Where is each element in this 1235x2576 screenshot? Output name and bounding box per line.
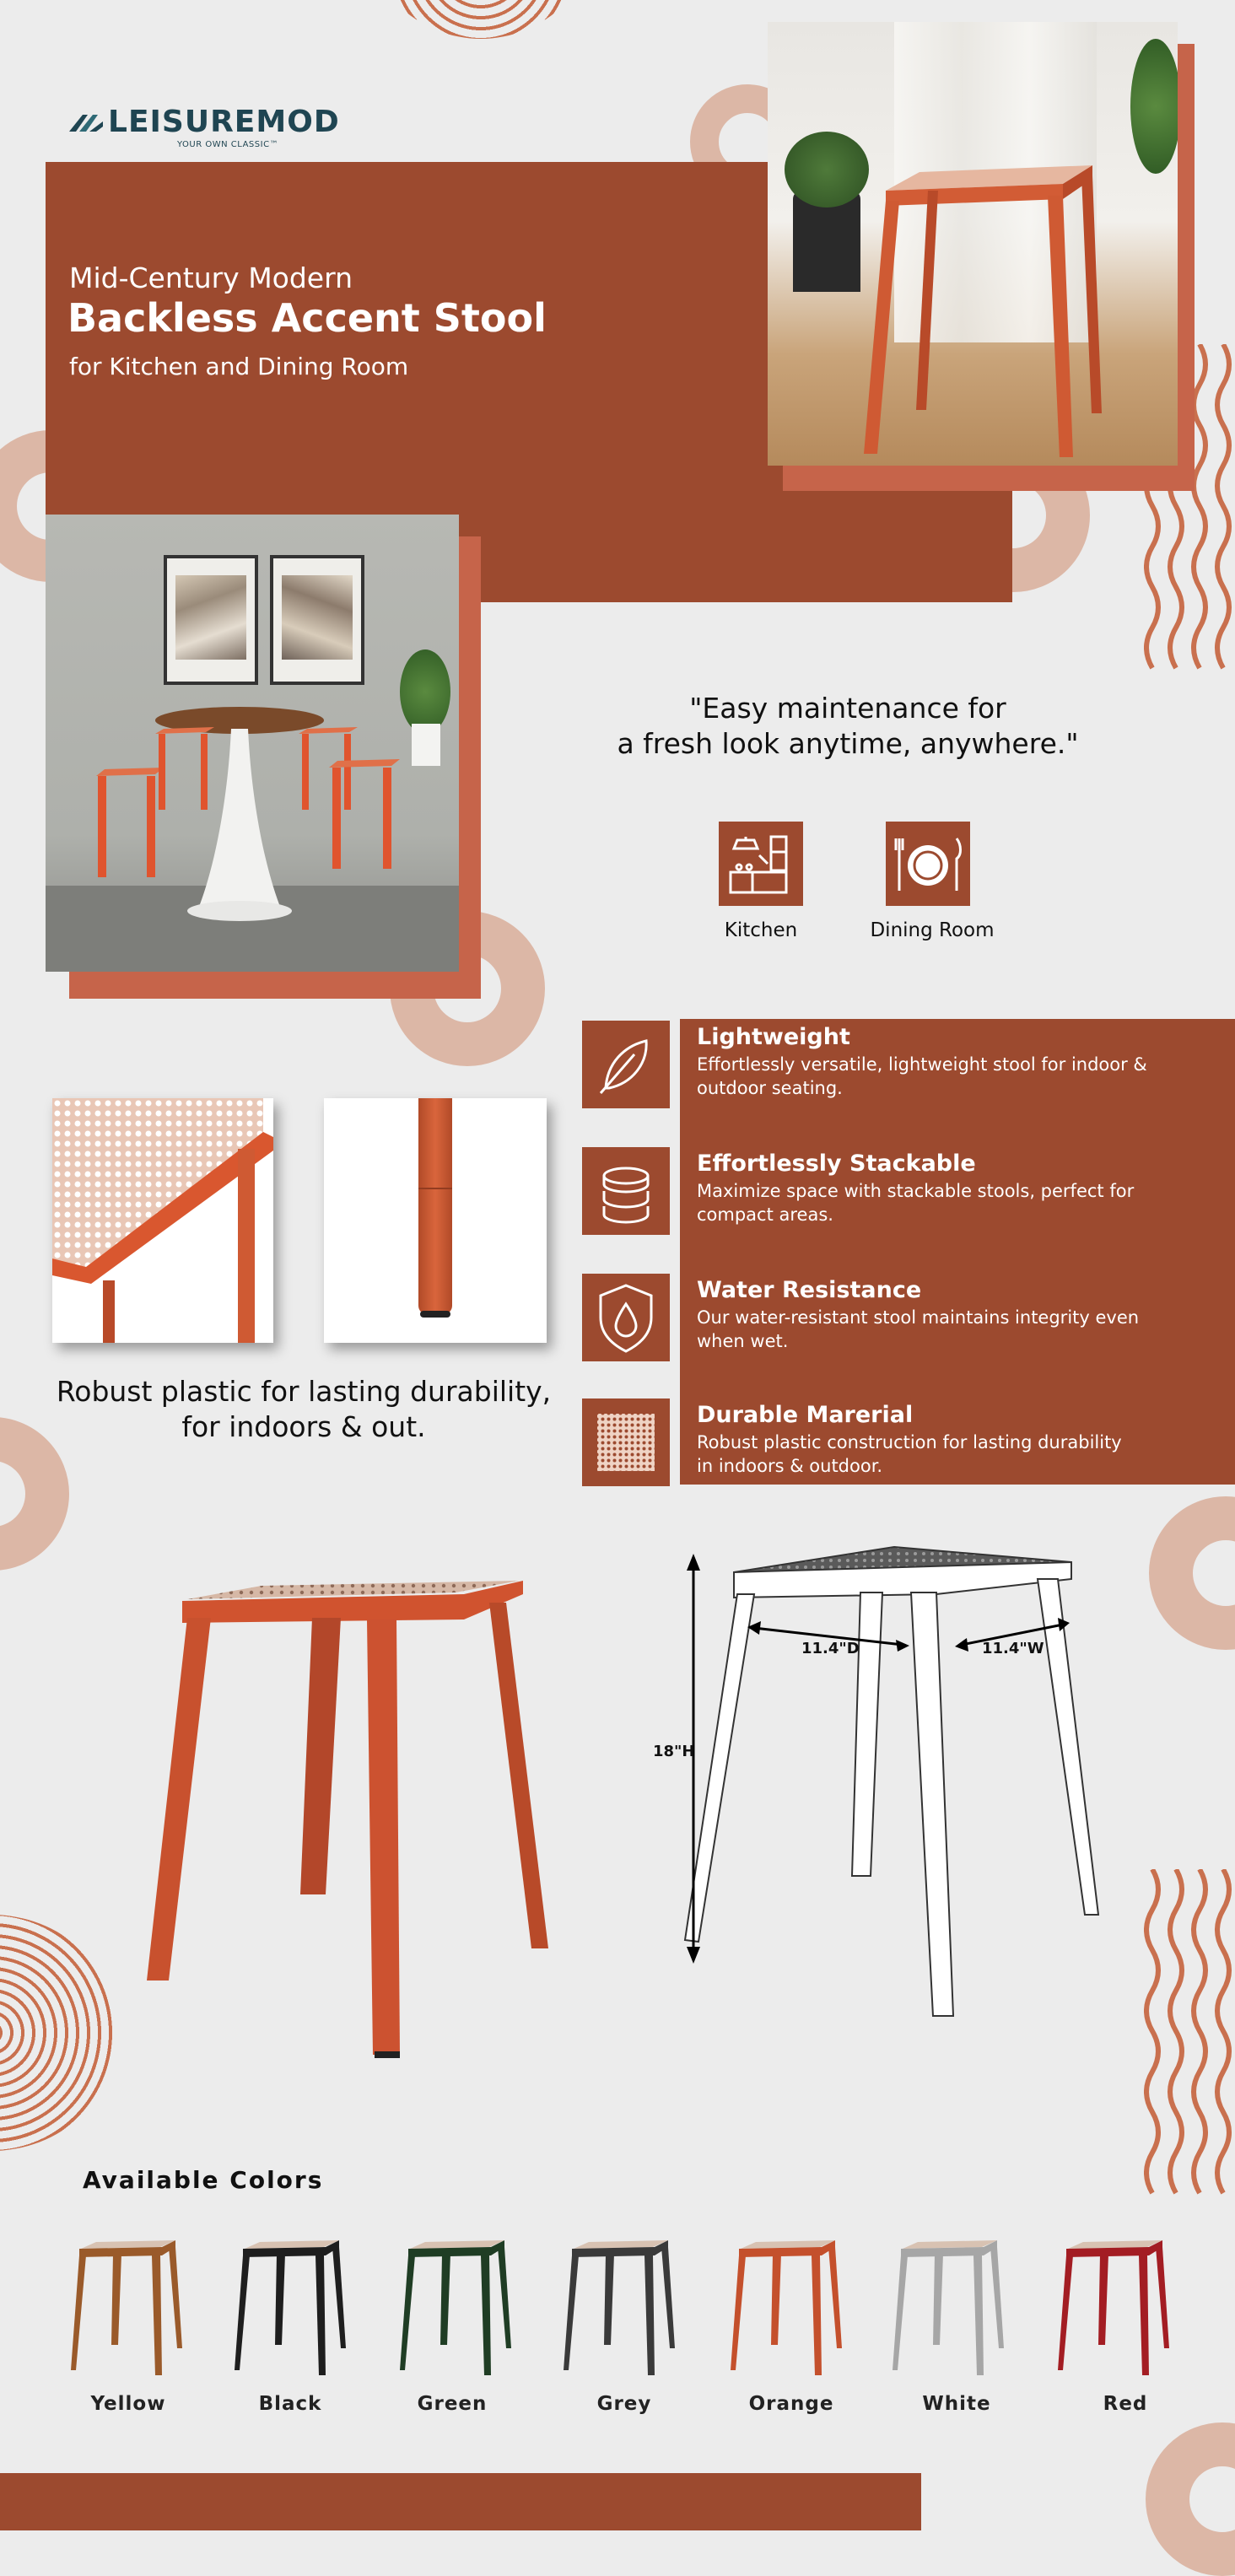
color-label-green: Green xyxy=(417,2393,488,2415)
footer-bar xyxy=(0,2473,921,2530)
seat-texture-closeup xyxy=(52,1098,273,1343)
dining-icon xyxy=(886,822,970,906)
hero-stool-image xyxy=(852,140,1105,466)
color-label-white: White xyxy=(922,2393,991,2415)
water-drop-icon xyxy=(582,1274,670,1361)
quote-line-1: "Easy maintenance for xyxy=(689,692,1006,725)
color-label-black: Black xyxy=(258,2393,322,2415)
ring-decoration-bottom xyxy=(1146,2422,1235,2576)
feature-title-stackable: Effortlessly Stackable xyxy=(697,1151,976,1177)
brand-name: LEISUREMOD xyxy=(108,105,340,139)
feature-title-lightweight: Lightweight xyxy=(697,1024,850,1050)
durability-text-1: Robust plastic for lasting durability, xyxy=(56,1375,552,1408)
ring-decoration-right xyxy=(1149,1496,1235,1650)
kitchen-icon xyxy=(719,822,803,906)
feature-desc-material-1: Robust plastic construction for lasting durability xyxy=(697,1432,1122,1452)
feature-desc-water-1: Our water-resistant stool maintains integrity even xyxy=(697,1307,1140,1328)
feature-desc-lightweight-2: outdoor seating. xyxy=(697,1078,843,1098)
feature-desc-material-2: in indoors & outdoor. xyxy=(697,1456,883,1476)
color-swatch-grey[interactable] xyxy=(560,2235,678,2379)
logo-mark-icon xyxy=(67,110,105,137)
durability-text-2: for indoors & out. xyxy=(181,1410,426,1443)
color-label-orange: Orange xyxy=(748,2393,834,2415)
feather-icon xyxy=(582,1021,670,1108)
color-swatch-red[interactable] xyxy=(1054,2235,1173,2379)
color-swatch-white[interactable] xyxy=(889,2235,1007,2379)
hero-subtitle-top: Mid-Century Modern xyxy=(69,261,353,294)
product-stool-image xyxy=(135,1569,565,2067)
available-colors-title: Available Colors xyxy=(83,2166,324,2194)
quote-line-2: a fresh look anytime, anywhere." xyxy=(617,727,1079,760)
wave-decoration-bottom xyxy=(1144,1869,1235,2198)
hero-subtitle-bottom: for Kitchen and Dining Room xyxy=(69,353,409,380)
color-swatch-black[interactable] xyxy=(231,2235,349,2379)
dimension-width-label: 11.4"W xyxy=(982,1640,1044,1657)
dining-scene-image xyxy=(79,700,459,962)
color-swatch-green[interactable] xyxy=(396,2235,515,2379)
leg-closeup xyxy=(324,1098,547,1343)
texture-icon xyxy=(582,1398,670,1486)
feature-desc-stackable-2: compact areas. xyxy=(697,1204,833,1225)
hero-title: Backless Accent Stool xyxy=(67,295,547,341)
hero-photo xyxy=(768,22,1178,466)
room-label-kitchen: Kitchen xyxy=(724,919,798,941)
feature-desc-lightweight-1: Effortlessly versatile, lightweight stool for indoor & xyxy=(697,1054,1147,1075)
brand-logo[interactable] xyxy=(67,105,371,155)
concentric-circles-top xyxy=(363,0,599,39)
dimension-height-label: 18"H xyxy=(653,1743,695,1760)
feature-desc-stackable-1: Maximize space with stackable stools, perfect for xyxy=(697,1181,1135,1201)
room-label-dining: Dining Room xyxy=(870,919,995,941)
color-swatch-yellow[interactable] xyxy=(67,2235,186,2379)
dimension-depth-label: 11.4"D xyxy=(801,1640,860,1657)
color-swatch-orange[interactable] xyxy=(727,2235,845,2379)
dining-photo xyxy=(46,515,459,972)
feature-desc-water-2: when wet. xyxy=(697,1331,789,1351)
brand-tagline: YOUR OWN CLASSIC™ xyxy=(177,140,279,149)
feature-title-material: Durable Marerial xyxy=(697,1402,914,1428)
color-label-grey: Grey xyxy=(596,2393,652,2415)
concentric-circles-left xyxy=(0,1915,118,2151)
color-label-yellow: Yellow xyxy=(90,2393,166,2415)
dimension-drawing xyxy=(683,1544,1122,2033)
color-label-red: Red xyxy=(1103,2393,1148,2415)
stack-icon xyxy=(582,1147,670,1235)
feature-title-water: Water Resistance xyxy=(697,1277,922,1303)
